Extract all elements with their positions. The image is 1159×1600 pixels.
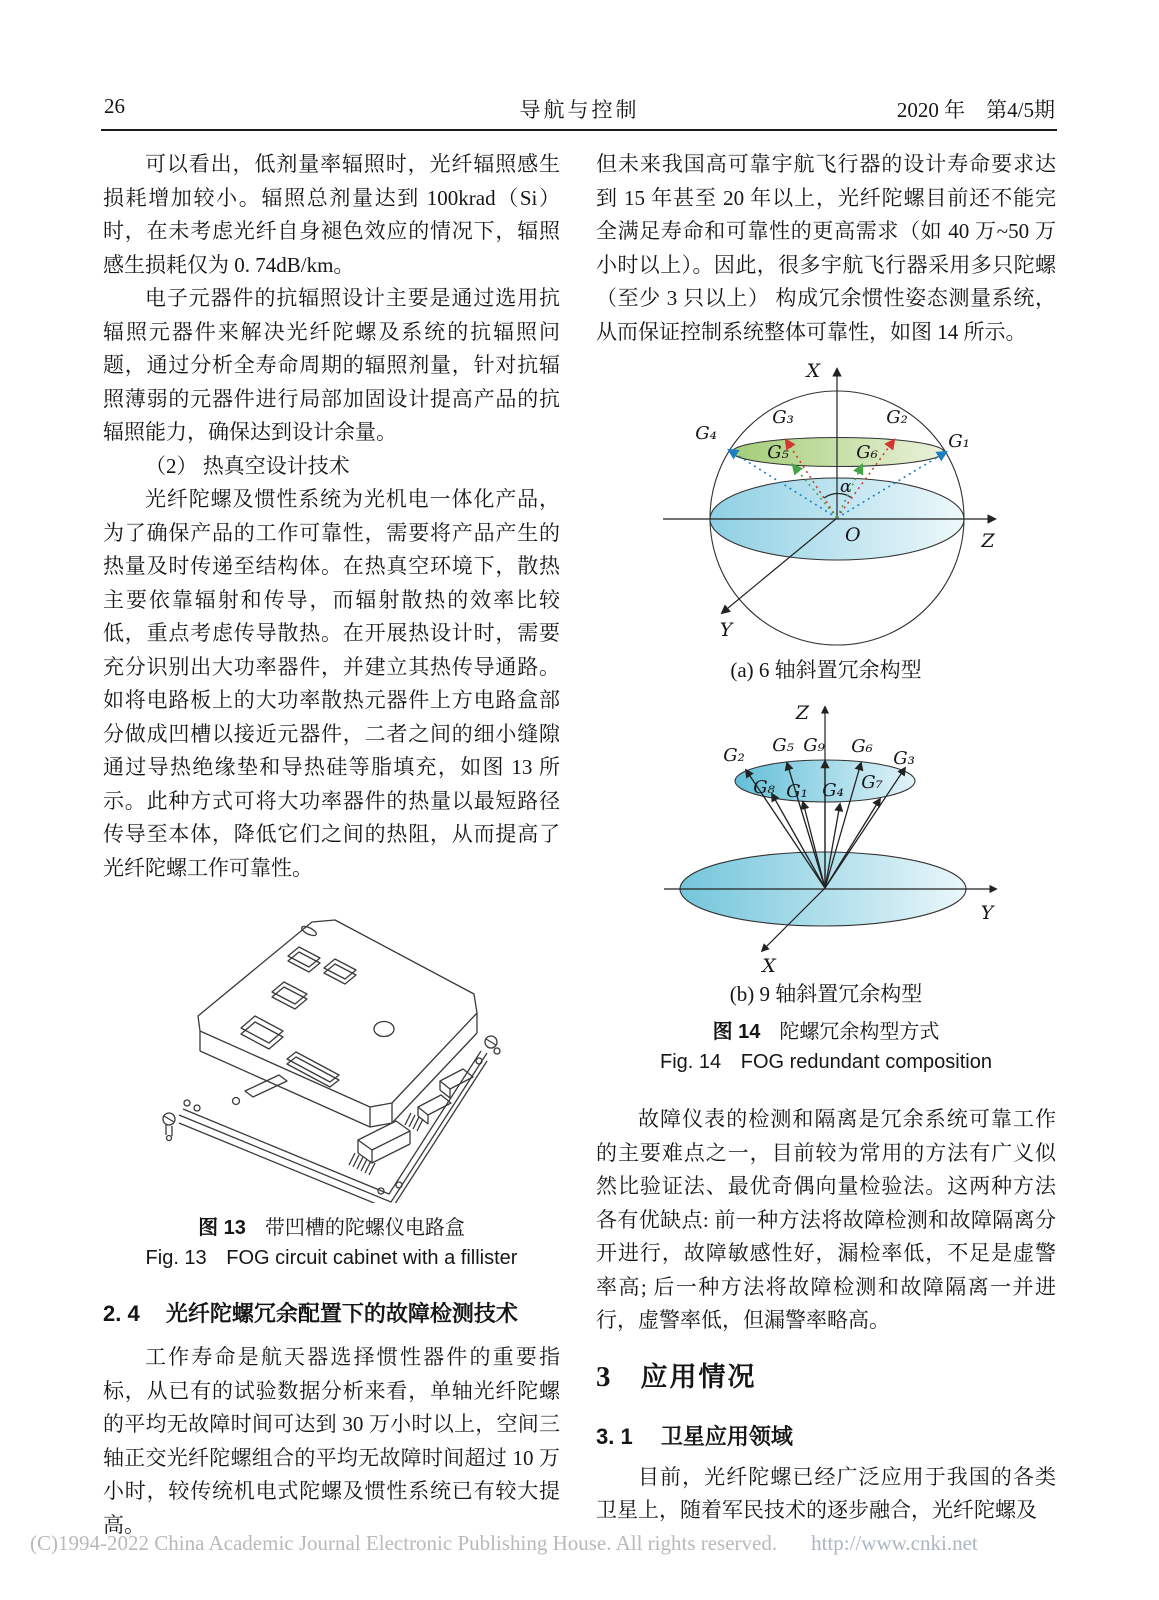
z-axis-label: Z bbox=[795, 702, 809, 724]
fig14-caption-zh-text: 陀螺冗余构型方式 bbox=[779, 1021, 940, 1043]
heading-3-1 bbox=[596, 1419, 1056, 1455]
g9-label: G₉ bbox=[803, 735, 825, 756]
cone-group bbox=[664, 702, 996, 977]
paragraph-redundancy: 但未来我国高可靠宇航飞行器的设计寿命要求达到 15 年甚至 20 年以上，光纤陀螺目前还不能完全满足寿命和可靠性的更高需求（如 40 万~50 万小时以上）。因此，很多宇航飞行器采用多只陀螺（至少 3 只以上） 构成冗余惯性姿态测量系统，从而保证控制系统整体可靠性，如图 14 所示。 bbox=[596, 152, 1056, 344]
fig14b-caption: (b) 9 轴斜置冗余构型 bbox=[729, 982, 923, 1006]
fig14-caption-zh bbox=[596, 1017, 1056, 1047]
cnki-url: http://www.cnki.net bbox=[811, 1531, 978, 1555]
y-axis-label: Y bbox=[719, 619, 733, 641]
figure-14b-image bbox=[596, 693, 1056, 979]
heading-2-4-number: 2. 4 bbox=[103, 1301, 140, 1326]
y-axis-label: Y bbox=[980, 902, 994, 924]
fig13-caption-zh-label: 图 13 bbox=[198, 1217, 246, 1239]
origin-label: O bbox=[845, 524, 861, 546]
fig13-drawing bbox=[103, 885, 560, 1203]
circuit-box-outline bbox=[163, 920, 500, 1203]
g8-label: G₈ bbox=[753, 777, 775, 798]
header-rule bbox=[101, 129, 1057, 131]
fig13-caption-en-text: FOG circuit cabinet with a fillister bbox=[226, 1247, 518, 1269]
x-axis-label: X bbox=[762, 955, 776, 977]
fig13-caption-en bbox=[103, 1243, 560, 1273]
fig14a-diagram bbox=[596, 355, 1056, 655]
figure-14a-image bbox=[596, 355, 1056, 655]
z-axis-label: Z bbox=[981, 530, 995, 552]
heading-3-1-number: 3. 1 bbox=[596, 1423, 633, 1449]
fig13-caption-en-label: Fig. 13 bbox=[145, 1247, 207, 1269]
g6-label: G₆ bbox=[851, 736, 873, 757]
g3-label: G₃ bbox=[772, 407, 794, 428]
fig13-caption-zh-text: 带凹槽的陀螺仪电路盒 bbox=[264, 1217, 465, 1239]
paragraph-fault-detection: 故障仪表的检测和隔离是冗余系统可靠工作的主要难点之一，目前较为常用的方法有广义似然比验证法、最优奇偶向量检验法。这两种方法各有优缺点: 前一种方法将故障检测和故障隔离分开进行，故障敏感性好，漏检率低，不足是虚警率高; 后一种方法将故障检测和故障隔离一并进行，虚警率低，但漏警率略高。 bbox=[596, 1107, 1056, 1332]
g2-label: G₂ bbox=[723, 745, 745, 766]
fig14-caption-en-label: Fig. 14 bbox=[660, 1051, 722, 1073]
fig14b-diagram bbox=[596, 693, 1056, 979]
x-axis-label: X bbox=[806, 360, 820, 382]
figure-13-image bbox=[103, 885, 560, 1203]
alpha-label: α bbox=[840, 477, 852, 497]
heading-2-4-title: 光纤陀螺冗余配置下的故障检测技术 bbox=[165, 1301, 518, 1326]
g4-label: G₄ bbox=[695, 423, 717, 444]
issue-info: 2020 年 第4/5期 bbox=[896, 98, 1055, 122]
g6-label: G₆ bbox=[856, 442, 878, 463]
sphere-group bbox=[663, 360, 995, 645]
paragraph-radiation-1: 可以看出，低剂量率辐照时，光纤辐照感生损耗增加较小。辐照总剂量达到 100krad（Si） 时，在未考虑光纤自身褪色效应的情况下，辐照感生损耗仅为 0. 74dB/km。 bbox=[103, 152, 560, 277]
heading-3 bbox=[596, 1354, 1056, 1405]
g1-label: G₁ bbox=[948, 431, 970, 452]
fig14a-caption: (a) 6 轴斜置冗余构型 bbox=[730, 658, 922, 682]
heading-3-title: 应用情况 bbox=[640, 1361, 757, 1392]
upper-disk bbox=[732, 438, 944, 467]
paragraph-radiation-2: 电子元器件的抗辐照设计主要是通过选用抗辐照元器件来解决光纤陀螺及系统的抗辐照问题，通过分析全寿命周期的辐照剂量，针对抗辐照薄弱的元器件进行局部加固设计提高产品的抗辐照能力，确保达到设计余量。 bbox=[103, 286, 560, 444]
g4-label: G₄ bbox=[822, 780, 844, 801]
g5-label: G₅ bbox=[767, 442, 789, 463]
page-number: 26 bbox=[104, 94, 125, 118]
fig14-caption-en-text: FOG redundant composition bbox=[740, 1051, 992, 1073]
paragraph-thermal: 光纤陀螺及惯性系统为光机电一体化产品，为了确保产品的工作可靠性，需要将产品产生的热量及时传递至结构体。在热真空环境下，散热主要依靠辐射和传导，而辐射散热的效率比较低，重点考虑传导散热。在开展热设计时，需要充分识别出大功率器件，并建立其热传导通路。如将电路板上的大功率散热元器件上方电路盒部分做成凹槽以接近元器件，二者之间的细小缝隙通过导热绝缘垫和导热硅等脂填充，如图 13 所示。此种方式可将大功率器件的热量以最短路径传导至本体，降低它们之间的热阻，从而提高了光纤陀螺工作可靠性。 bbox=[103, 487, 560, 880]
heading-3-1-title: 卫星应用领域 bbox=[660, 1423, 793, 1449]
copyright-text: (C)1994-2022 China Academic Journal Electronic Publishing House. All rights reserved. bbox=[30, 1531, 778, 1555]
paragraph-lifetime: 工作寿命是航天器选择惯性器件的重要指标，从已有的试验数据分析来看，单轴光纤陀螺的平均无故障时间可达到 30 万小时以上，空间三轴正交光纤陀螺组合的平均无故障时间超过 10 万小时，较传统机电式陀螺及惯性系统已有较大提高。 bbox=[103, 1345, 560, 1537]
g7-label: G₇ bbox=[861, 772, 883, 793]
heading-3-number: 3 bbox=[596, 1360, 611, 1393]
copyright-footer bbox=[30, 1531, 978, 1556]
left-column bbox=[103, 148, 560, 1542]
right-column bbox=[596, 148, 1056, 1528]
g5-label: G₅ bbox=[772, 735, 794, 756]
g3-label: G₃ bbox=[893, 748, 915, 769]
fig13-caption-zh bbox=[103, 1213, 560, 1243]
g1-label: G₁ bbox=[786, 781, 808, 802]
fig14-caption-zh-label: 图 14 bbox=[712, 1021, 761, 1043]
heading-2-4 bbox=[103, 1297, 560, 1331]
paragraph-satellite: 目前，光纤陀螺已经广泛应用于我国的各类卫星上，随着军民技术的逐步融合，光纤陀螺及 bbox=[596, 1464, 1056, 1522]
g2-label: G₂ bbox=[886, 407, 908, 428]
fig14-caption-en bbox=[596, 1047, 1056, 1077]
subheading-thermal-vacuum: （2） 热真空设计技术 bbox=[145, 453, 350, 478]
journal-title: 导航与控制 bbox=[519, 98, 640, 122]
